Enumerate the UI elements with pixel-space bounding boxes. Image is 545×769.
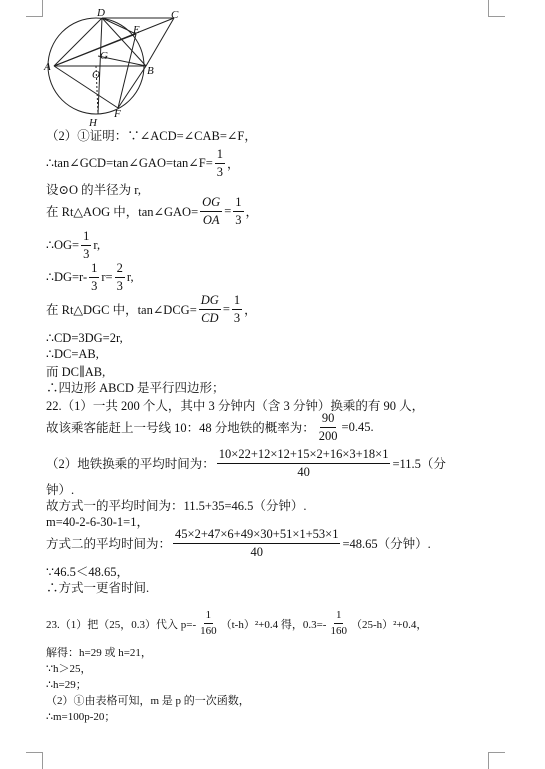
fraction: $\frac{DG}{CD}$ [200, 293, 219, 325]
label-a: A [44, 61, 51, 73]
q23-line-3: ∵h＞25， [46, 663, 92, 675]
label-f: F [114, 108, 121, 120]
fraction: $\frac{1}{3}$ [235, 195, 242, 227]
proof-line-11: ∴四边形 ABCD 是平行四边形； [46, 381, 225, 395]
fraction: $\frac{1}{160}$ [200, 609, 217, 637]
label-h: H [89, 117, 97, 128]
q22-line-8: ∵46.5＜48.65， [46, 565, 129, 579]
q22-line-1: 22.（1）一共 200 个人，其中 3 分钟内（含 3 分钟）换乘的有 90 人， [46, 399, 425, 413]
q22-line-5: 故方式一的平均时间为：11.5+35=46.5（分钟）. [46, 499, 307, 513]
proof-line-1: （2）①证明：∵∠ACD=∠CAB=∠F， [46, 129, 257, 143]
q22-line-9: ∴方式一更省时间. [46, 581, 150, 595]
proof-line-3: 设⊙O 的半径为 r, [46, 183, 142, 197]
crop-mark-bottom-right [488, 752, 505, 769]
proof-line-6: ∴DG=r- $\frac{1}{3}$ r= $\frac{2}{3}$ r, [46, 261, 134, 293]
fraction: $\frac{1}{3}$ [91, 261, 98, 293]
q22-line-6: m=40-2-6-30-1=1， [46, 515, 149, 529]
q23-line-5: （2）①由表格可知，m 是 p 的一次函数， [46, 695, 250, 707]
fraction: $\frac{1}{3}$ [233, 293, 241, 325]
proof-line-7: 在 Rt△DGC 中，tan∠DCG= $\frac{DG}{CD}$ = $\frac{1}{3}$ ， [46, 293, 257, 325]
crop-mark-top-right [488, 0, 505, 17]
q22-line-7: 方式二的平均时间为： $\frac{45\times 2+47\times 6+49\times 30+51\times 1+53\times 1}{40}$ =48.65（分钟）. [46, 527, 431, 559]
fraction: $\frac{1}{3}$ [83, 229, 90, 261]
label-c: C [171, 9, 179, 21]
q23-line-4: ∴h=29； [46, 679, 87, 691]
proof-line-2: ∴tan∠GCD=tan∠GAO=tan∠F= $\frac{1}{3}$ ， [46, 147, 240, 179]
fraction: $\frac{2}{3}$ [116, 261, 123, 293]
q23-line-2: 解得：h=29 或 h=21， [46, 647, 152, 659]
crop-mark-bottom-left [26, 752, 43, 769]
label-e: E [133, 24, 140, 36]
label-d: D [97, 8, 105, 19]
q22-line-3: （2）地铁换乘的平均时间为： $\frac{10\times 22+12\times 12+15\times 2+16\times 3+18\times 1}{40}$ =11.5（分 [46, 447, 446, 479]
q23-line-1: 23.（1）把（25，0.3）代入 p=- $\frac{1}{160}$ （t-h）²+0.4 得，0.3=- $\frac{1}{160}$ （25-h）²+0.4， [46, 609, 428, 637]
segment-bc [146, 18, 174, 66]
label-b: B [147, 65, 154, 77]
fraction: $\frac{1}{160}$ [330, 609, 347, 637]
fraction: $\frac{10\times 22+12\times 12+15\times 2+16\times 3+18\times 1}{40}$ [218, 447, 389, 479]
q22-line-4: 钟）. [46, 483, 75, 497]
label-o: O [92, 69, 100, 81]
fraction: $\frac{1}{3}$ [216, 147, 224, 179]
proof-line-9: ∴DC=AB, [46, 347, 99, 361]
proof-line-10: 而 DC∥AB, [46, 365, 106, 379]
q23-line-6: ∴m=100p-20； [46, 711, 116, 723]
label-g: G [100, 50, 108, 62]
proof-line-5: ∴OG= $\frac{1}{3}$ r, [46, 229, 101, 261]
fraction: $\frac{45\times 2+47\times 6+49\times 30+51\times 1+53\times 1}{40}$ [175, 527, 339, 559]
fraction: $\frac{OG}{OA}$ [202, 195, 221, 227]
proof-line-8: ∴CD=3DG=2r, [46, 331, 123, 345]
segment-ad [54, 18, 102, 66]
geometry-figure [38, 8, 188, 128]
proof-line-4: 在 Rt△AOG 中，tan∠GAO= $\frac{OG}{OA}$ = $\frac{1}{3}$ ， [46, 195, 259, 227]
q22-line-2: 故该乘客能赶上一号线 10：48 分地铁的概率为： $\frac{90}{200}$ =0.45. [46, 411, 374, 443]
segment-fb [118, 66, 146, 108]
segment-de [102, 18, 136, 34]
fraction: $\frac{90}{200}$ [318, 411, 338, 443]
